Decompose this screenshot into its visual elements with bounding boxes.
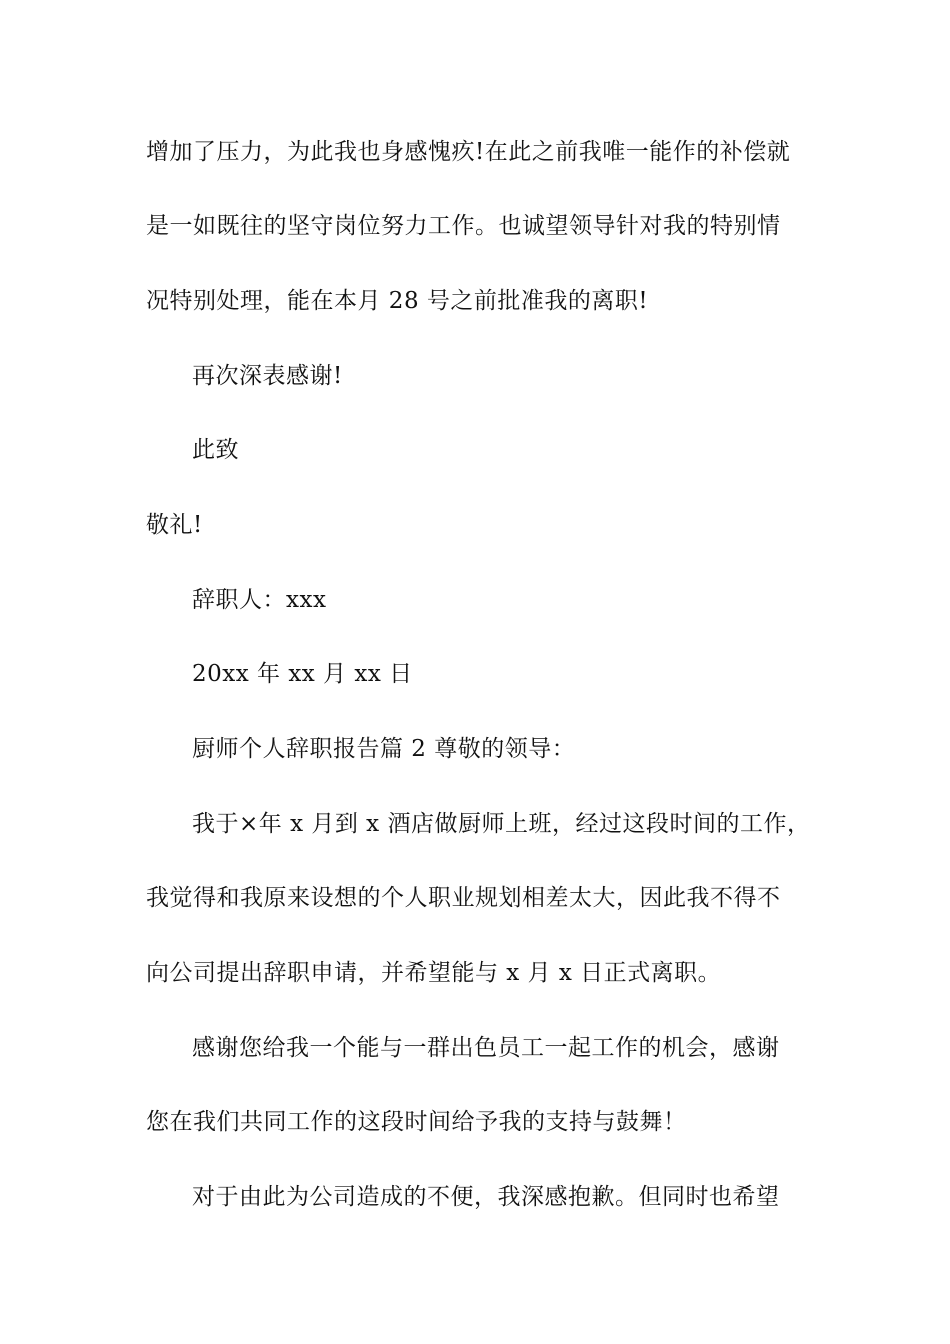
paragraph-line: 我觉得和我原来设想的个人职业规划相差太大，因此我不得不 bbox=[146, 885, 781, 911]
date-line: 20xx 年 xx 月 xx 日 bbox=[192, 661, 413, 687]
paragraph-line: 再次深表感谢! bbox=[192, 363, 343, 389]
paragraph-line: 我于×年 x 月到 x 酒店做厨师上班，经过这段时间的工作， bbox=[192, 811, 811, 837]
closing-regards: 敬礼! bbox=[146, 512, 203, 538]
paragraph-line: 您在我们共同工作的这段时间给予我的支持与鼓舞！ bbox=[146, 1109, 687, 1135]
paragraph-line: 况特别处理，能在本月 28 号之前批准我的离职! bbox=[146, 288, 649, 314]
paragraph-line: 感谢您给我一个能与一群出色员工一起工作的机会，感谢 bbox=[192, 1035, 780, 1061]
paragraph-line: 是一如既往的坚守岗位努力工作。也诚望领导针对我的特别情 bbox=[146, 213, 781, 239]
paragraph-line: 向公司提出辞职申请，并希望能与 x 月 x 日正式离职。 bbox=[146, 960, 722, 986]
paragraph-line: 增加了压力，为此我也身感愧疚!在此之前我唯一能作的补偿就 bbox=[146, 139, 791, 165]
closing-salutation: 此致 bbox=[192, 437, 239, 463]
paragraph-line: 对于由此为公司造成的不便，我深感抱歉。但同时也希望 bbox=[192, 1184, 780, 1210]
signature-line: 辞职人：xxx bbox=[192, 587, 327, 613]
section-heading: 厨师个人辞职报告篇 2 尊敬的领导： bbox=[192, 736, 576, 762]
